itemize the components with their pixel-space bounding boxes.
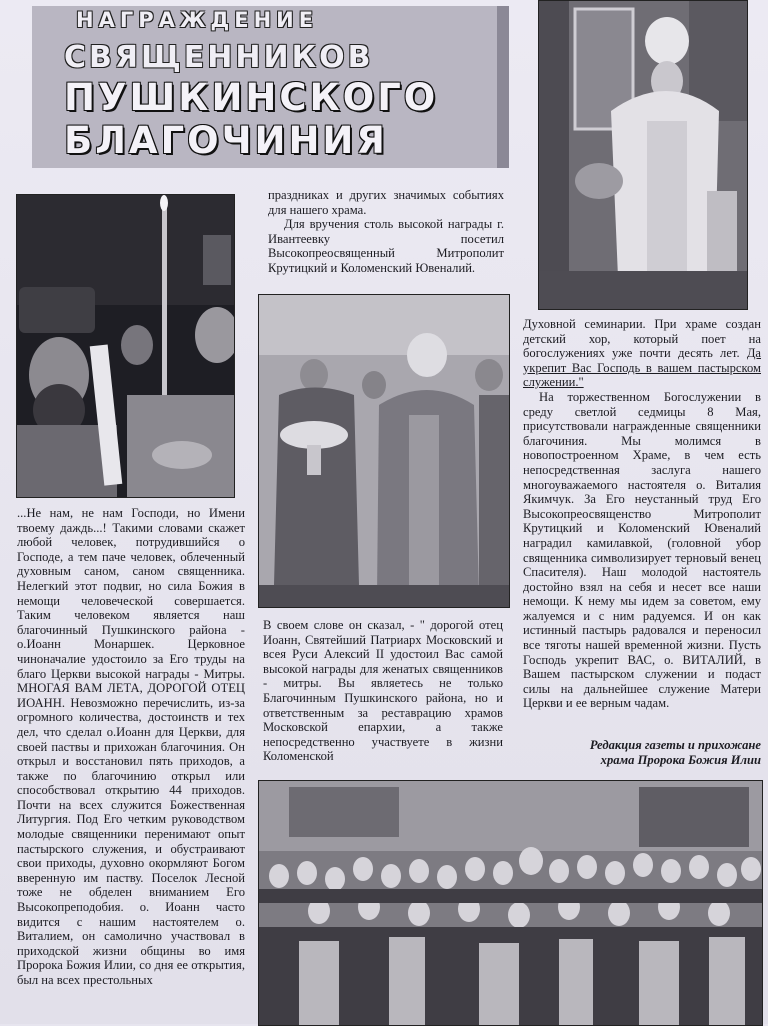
photo-procession-with-chalice xyxy=(258,294,510,608)
photo-metropolitan-in-vestments xyxy=(538,0,748,310)
photo-clergy-illustration xyxy=(17,195,234,497)
photo-group-illustration xyxy=(259,781,762,1025)
photo-metropolitan-illustration xyxy=(539,1,747,309)
photo-clergy-with-candle xyxy=(16,194,235,498)
headline-line-4: БЛАГОЧИНИЯ xyxy=(64,119,388,162)
headline-line-3: ПУШКИНСКОГО xyxy=(64,76,439,119)
article-underlined-text: Да укрепит Вас Господь в вашем пастырском служении." xyxy=(523,346,761,390)
article-text: Духовной семинарии. При храме создан детский хор, который поет на богослужениях уже почти десять лет. xyxy=(523,317,761,361)
signature-line-2: храма Пророка Божия Илии xyxy=(600,753,761,767)
article-column-2-bottom xyxy=(263,618,503,764)
article-paragraph: праздниках и других значимых событиях для нашего храма. xyxy=(268,188,504,217)
photo-procession-illustration xyxy=(259,295,509,607)
headline xyxy=(64,8,504,162)
article-paragraph: ...Не нам, не нам Господи, но Имени твоему даждь...! Такими словами скажет любой человек, потрудившийся о Господе, а тем паче человек, облеченный духовным саном, саном священника. Нелегкий этот подвиг, но сила Божия в немощи человеческой совершается. Таким человеком является наш благочинный Пушкинского района - о.Иоанн Монаршек. Церковное чиноначалие удостоило за Его труды на благо Церкви высокой награды - Митры. МНОГАЯ ВАМ ЛЕТА, ДОРОГОЙ ОТЕЦ ИОАНН. Невозможно перечислить, из-за огромного количества, достоинств и тех дел, что сделал о.Иоанн для Церкви, для своей паствы и прихожан благочиния. Он открыл и восстановил пять приходов, а также по благочинию открыл или способствовал открытию 44 приходов. Почти на всех служится Божественная Литургия. Под Его четким руководством молодые священники перенимают опыт пастырского служения, и обустраивают свои приходы, духовно окормляют Богом вверенную им паству. Поселок Лесной тоже не обделен вниманием Его Высокопреподобия. о. Иоанн часто видится с нашим настоятелем о. Виталием, он самолично участвовал в приходской жизни общины во имя Пророка Божия Илии, со дня ее открытия, был на всех престольных xyxy=(17,506,245,987)
article-paragraph xyxy=(523,317,761,390)
article-signature xyxy=(560,738,761,768)
article-paragraph: На торжественном Богослужении в среду светлой седмицы 8 Мая, присутствовали награжденные священники благочиния. Мы молимся в новопостроенном Храме, в чем есть непосредственная заслуга нашего многоуважаемого настоятеля о. Виталия Якимчук. За Его неустанный труд Его Высокопреосвященство Митрополит Крутицкий и Коломенский Ювеналий наградил камилавкой, (головной убор священника символизирует терновый венец Спасителя). Наш молодой настоятель достойно взял на себя и несет все наши немощи. К нему мы идем за советом, ему жалуемся и с ним радуемся. И он как истинный пастырь радовался и переносил все тяготы нашей временной жизни. Пусть Господь укрепит ВАС, о. ВИТАЛИЙ, в Вашем пастырском служении и подаст силы на дальнейшее служение Матери Церкви и ее верным чадам. xyxy=(523,389,761,711)
article-column-1 xyxy=(17,506,245,988)
headline-line-2: СВЯЩЕННИКОВ xyxy=(64,40,374,75)
article-paragraph: Для вручения столь высокой награды г. Ивантеевку посетил Высокопреосвященный Митрополит Крутицкий и Коломенский Ювеналий. xyxy=(268,217,504,275)
article-column-3 xyxy=(523,317,761,711)
headline-line-1: НАГРАЖДЕНИЕ xyxy=(76,8,319,32)
signature-line-1: Редакция газеты и прихожане xyxy=(589,738,761,752)
photo-group-of-parishioners xyxy=(258,780,763,1026)
article-paragraph: В своем слове он сказал, - " дорогой отец Иоанн, Святейший Патриарх Московский и всея Руси Алексий II удостоил Вас самой высокой награды для женатых священников - митры. Вы являетесь не только Благочинным Пушкинского района, но и ответственным за реставрацию храмов Московской епархии, а также непосредственно участвуете в жизни Коломенской xyxy=(263,618,503,764)
article-column-2-top xyxy=(268,188,504,276)
